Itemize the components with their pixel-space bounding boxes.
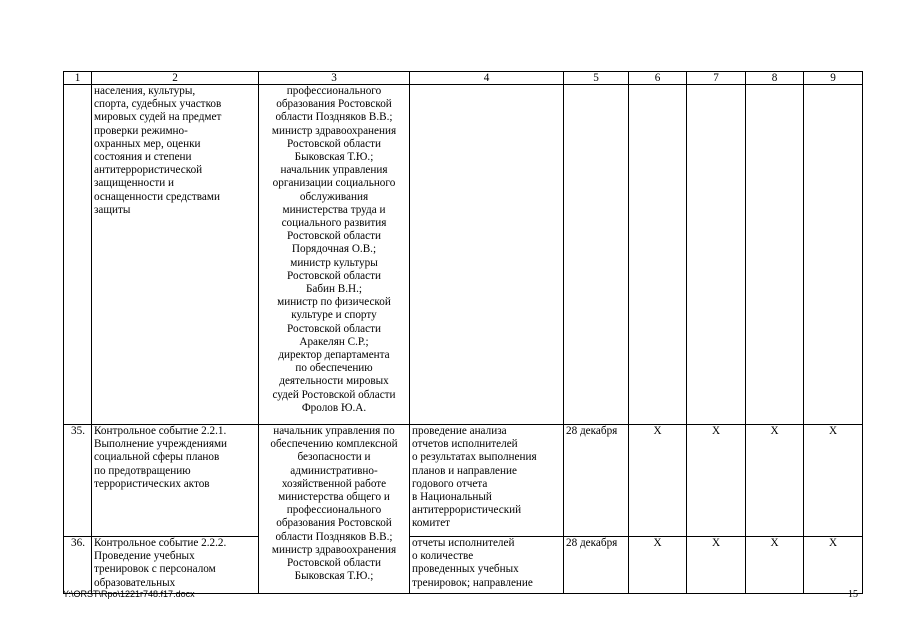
mark-cell — [629, 85, 687, 425]
header-cell: 6 — [629, 72, 687, 85]
date-cell: 28 декабря — [564, 425, 629, 537]
event-name-cell: Контрольное событие 2.2.1. Выполнение учреждениями социальной сферы планов по предотвращению террористических актов — [92, 425, 259, 537]
responsible-cell: начальник управления по обеспечению комплексной безопасности и административно- хозяйственной работе министерства общего и профессионального образования Ростовской области Поздняков В.В.; министр здравоохранения Ростовской области Быковская Т.Ю.; — [259, 425, 410, 594]
header-cell: 5 — [564, 72, 629, 85]
event-name-cell: Контрольное событие 2.2.2. Проведение учебных тренировок с персоналом образовательных — [92, 537, 259, 594]
page-number: 15 — [848, 589, 858, 600]
row-number-cell: 35. — [64, 425, 92, 537]
row-number-cell: 36. — [64, 537, 92, 594]
mark-cell: X — [629, 425, 687, 537]
file-path-footer: Y:\ORST\Rpo\1221r748.f17.docx — [63, 589, 195, 599]
responsible-cell: профессионального образования Ростовской области Поздняков В.В.; министр здравоохранения Ростовской области Быковская Т.Ю.; начальник управления организации социального обслуживания министерства труда и социального развития Ростовской области Порядочная О.В.; министр культуры Ростовской области Бабин В.Н.; министр по физической культуре и спорту Ростовской области Аракелян С.Р.; директор департамента по обеспечению деятельности мировых судей Ростовской области Фролов Ю.А. — [259, 85, 410, 425]
header-cell: 8 — [746, 72, 804, 85]
header-cell: 3 — [259, 72, 410, 85]
mark-cell — [746, 85, 804, 425]
date-cell — [564, 85, 629, 425]
mark-cell: X — [746, 537, 804, 594]
header-cell: 1 — [64, 72, 92, 85]
result-cell: проведение анализа отчетов исполнителей о результатах выполнения планов и направление годового отчета в Национальный антитеррористический комитет — [410, 425, 564, 537]
mark-cell: X — [687, 425, 746, 537]
plan-table — [63, 71, 863, 594]
result-cell — [410, 85, 564, 425]
header-cell: 4 — [410, 72, 564, 85]
mark-cell: X — [746, 425, 804, 537]
table-row — [64, 537, 863, 594]
mark-cell — [804, 85, 863, 425]
event-name-cell: населения, культуры, спорта, судебных участков мировых судей на предмет проверки режимно- охранных мер, оценки состояния и степени антитеррористической защищенности и оснащенности средствами защиты — [92, 85, 259, 425]
mark-cell: X — [804, 537, 863, 594]
mark-cell: X — [804, 425, 863, 537]
table-row — [64, 425, 863, 537]
mark-cell: X — [687, 537, 746, 594]
header-cell: 2 — [92, 72, 259, 85]
result-cell: отчеты исполнителей о количестве проведенных учебных тренировок; направление — [410, 537, 564, 594]
table-row — [64, 85, 863, 425]
header-cell: 7 — [687, 72, 746, 85]
header-cell: 9 — [804, 72, 863, 85]
mark-cell — [687, 85, 746, 425]
mark-cell: X — [629, 537, 687, 594]
date-cell: 28 декабря — [564, 537, 629, 594]
header-row — [64, 72, 863, 85]
row-number-cell — [64, 85, 92, 425]
